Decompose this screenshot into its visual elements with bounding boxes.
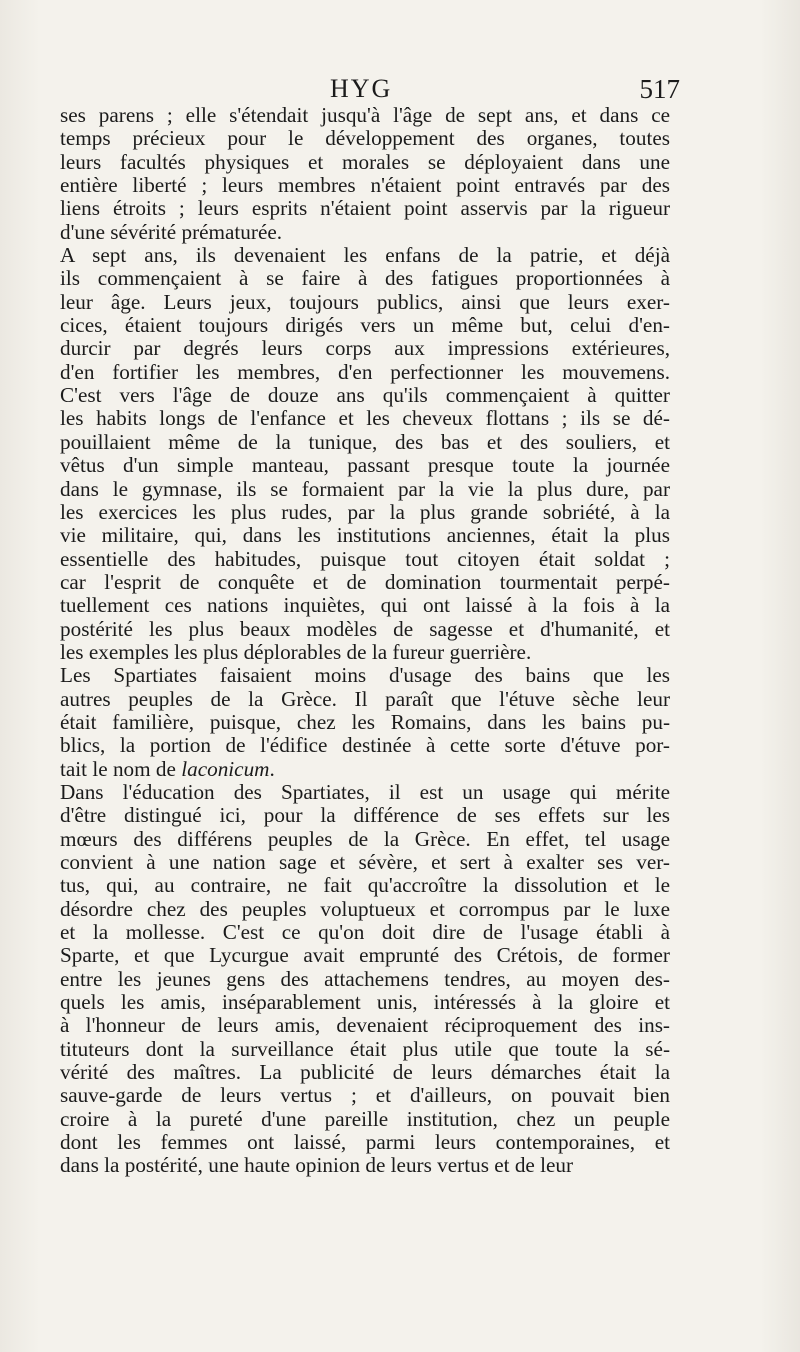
text-line: postérité les plus beaux modèles de sagesse et d'humanité, et <box>60 617 670 641</box>
text-line: les habits longs de l'enfance et les cheveux flottans ; ils se dé- <box>60 407 670 431</box>
text-line: entre les jeunes gens des attachemens tendres, au moyen des- <box>60 967 670 991</box>
text-line: Dans l'éducation des Spartiates, il est un usage qui mérite <box>60 780 670 804</box>
text-line: tus, qui, au contraire, ne fait qu'accroître la dissolution et le <box>60 874 670 898</box>
text-line: les exemples les plus déplorables de la fureur guerrière. <box>60 640 532 664</box>
text-line: tuellement ces nations inquiètes, qui ont laissé à la fois à la <box>60 594 670 618</box>
italic-term: laconicum <box>181 757 270 781</box>
text-line: leur âge. Leurs jeux, toujours publics, ainsi que leurs exer- <box>60 290 670 314</box>
text-line: vie militaire, qui, dans les institutions anciennes, était la plus <box>60 524 670 548</box>
paragraph <box>60 781 670 1178</box>
paragraph <box>60 244 670 664</box>
text-line: durcir par degrés leurs corps aux impressions extérieures, <box>60 337 670 361</box>
text-line: sauve-garde de leurs vertus ; et d'ailleurs, on pouvait bien <box>60 1084 670 1108</box>
text-line: essentielle des habitudes, puisque tout citoyen était soldat ; <box>60 547 670 571</box>
text-line: Les Spartiates faisaient moins d'usage des bains que les <box>60 664 670 688</box>
text-line: tait le nom de laconicum. <box>60 757 275 781</box>
paragraph <box>60 664 670 781</box>
text-line: Sparte, et que Lycurgue avait emprunté des Crétois, de former <box>60 944 670 968</box>
text-line: convient à une nation sage et sévère, et sert à exalter ses ver- <box>60 851 670 874</box>
text-line: dans la postérité, une haute opinion de leurs vertus et de leur <box>60 1154 574 1178</box>
text-line: pouillaient même de la tunique, des bas et des souliers, et <box>60 430 670 454</box>
text-line: vérité des maîtres. La publicité de leurs démarches était la <box>60 1061 670 1085</box>
text-line: était familière, puisque, chez les Romains, dans les bains pu- <box>60 710 670 734</box>
text-line: blics, la portion de l'édifice destinée à cette sorte d'étuve por- <box>60 734 670 758</box>
text-line: mœurs des différens peuples de la Grèce. En effet, tel usage <box>60 827 670 851</box>
text-line: entière liberté ; leurs membres n'étaient point entravés par des <box>60 174 670 198</box>
paragraph <box>60 104 670 244</box>
text-line: les exercices les plus rudes, par la plus grande sobriété, à la <box>60 500 670 524</box>
text-line: tituteurs dont la surveillance était plus utile que toute la sé- <box>60 1037 670 1061</box>
text-line: d'une sévérité prématurée. <box>60 220 283 244</box>
text-line: dans le gymnase, ils se formaient par la vie la plus dure, par <box>60 477 670 501</box>
text-line: quels les amis, inséparablement unis, intéressés à la gloire et <box>60 991 670 1015</box>
text-line: ils commençaient à se faire à des fatigues proportionnées à <box>60 267 670 291</box>
running-head: HYG <box>330 74 393 103</box>
page-header <box>60 74 680 106</box>
text-line: C'est vers l'âge de douze ans qu'ils commençaient à quitter <box>60 384 670 408</box>
text-line: à l'honneur de leurs amis, devenaient réciproquement des ins- <box>60 1014 670 1038</box>
text-line: leurs facultés physiques et morales se déployaient dans une <box>60 150 670 174</box>
text-line: ses parens ; elle s'étendait jusqu'à l'âge de sept ans, et dans ce <box>60 104 670 127</box>
text-line: autres peuples de la Grèce. Il paraît que l'étuve sèche leur <box>60 687 670 711</box>
text-line: d'en fortifier les membres, d'en perfectionner les mouvemens. <box>60 360 670 384</box>
text-line: car l'esprit de conquête et de domination tourmentait perpé- <box>60 570 670 594</box>
text-line: croire à la pureté d'une pareille institution, chez un peuple <box>60 1107 670 1131</box>
text-line: liens étroits ; leurs esprits n'étaient point asservis par la rigueur <box>60 197 670 221</box>
page-number: 517 <box>639 74 680 104</box>
text-line: A sept ans, ils devenaient les enfans de la patrie, et déjà <box>60 244 670 268</box>
body-text <box>60 104 670 1178</box>
text-line: d'être distingué ici, pour la différence de ses effets sur les <box>60 804 670 828</box>
text-line: et la mollesse. C'est ce qu'on doit dire de l'usage établi à <box>60 921 670 945</box>
text-line: cices, étaient toujours dirigés vers un même but, celui d'en- <box>60 314 670 338</box>
text-line: dont les femmes ont laissé, parmi leurs contemporaines, et <box>60 1131 670 1155</box>
text-line: désordre chez des peuples voluptueux et corrompus par le luxe <box>60 897 670 921</box>
text-line: vêtus d'un simple manteau, passant presque toute la journée <box>60 454 670 478</box>
text-line: temps précieux pour le développement des organes, toutes <box>60 127 670 151</box>
